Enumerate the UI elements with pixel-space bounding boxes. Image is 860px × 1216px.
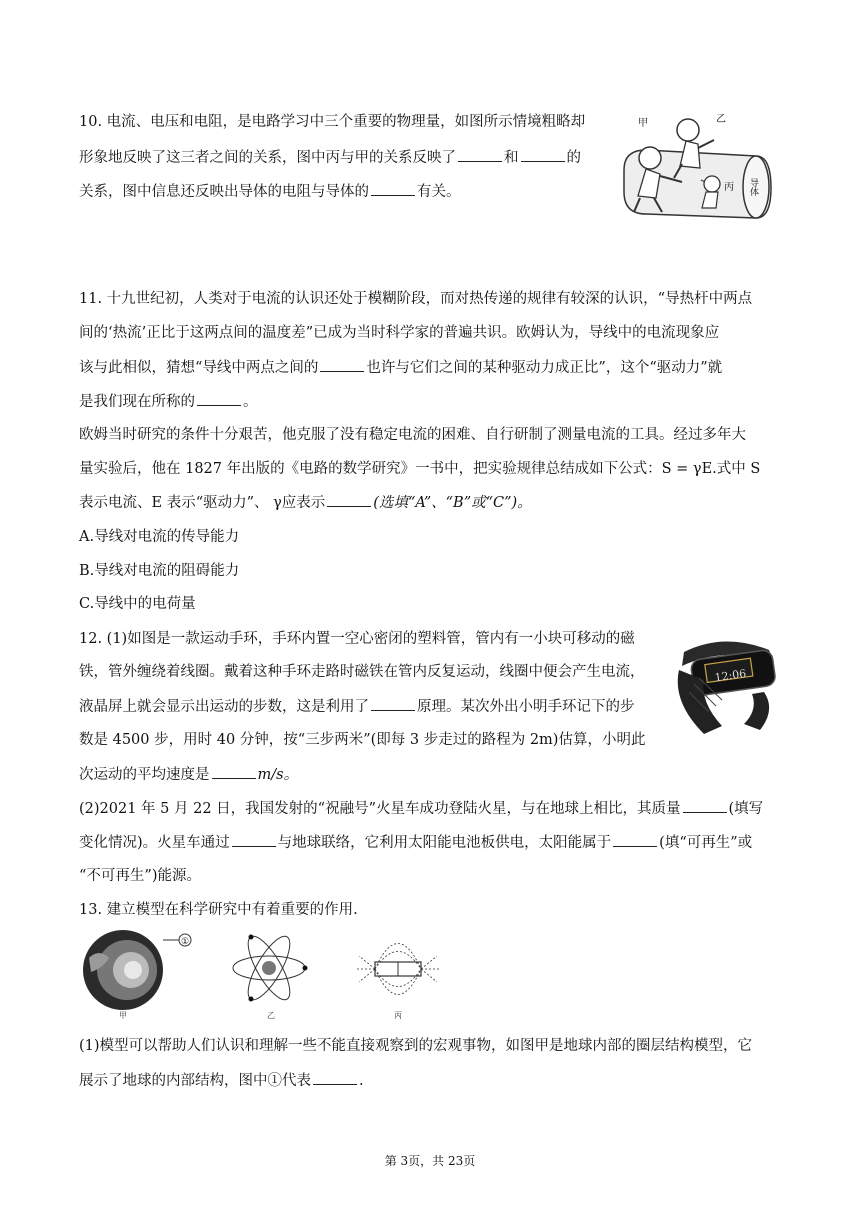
answer-blank[interactable] [212,764,256,779]
answer-blank[interactable] [232,832,276,847]
answer-blank[interactable] [613,832,657,847]
q11-line5: 欧姆当时研究的条件十分艰苦，他克服了没有稳定电流的困难、自行研制了测量电流的工具。经过多年大 [79,427,746,443]
q10-line3: 关系，图中信息还反映出导体的电阻与导体的 有关。 [79,181,461,202]
q12-line7: 变化情况)。火星车通过 与地球联络，它利用太阳能电池板供电，太阳能属于 (填“可再生”或 [79,832,752,853]
answer-blank[interactable] [327,492,371,507]
q12-line5: 次运动的平均速度是 m/s。 [79,764,298,785]
label-bing: 丙 [394,1011,402,1020]
models-figure [79,928,459,1020]
q11-line4: 是我们现在所称的 。 [79,391,258,412]
q11-line3: 该与此相似，猜想“导线中两点之间的 也许与它们之间的某种驱动力成正比”，这个“驱动力”就 [79,357,722,378]
q13-line2: (1)模型可以帮助人们认识和理解一些不能直接观察到的宏观事物，如图甲是地球内部的圈层结构模型，它 [79,1038,753,1054]
fitness-band-figure [664,622,784,742]
band-screen-text: 12:06 [713,666,748,685]
label-daoti: 导体 [748,178,758,196]
label-mark: ① [181,937,190,947]
label-yi: 乙 [716,114,726,125]
answer-blank[interactable] [683,798,727,813]
q11-line2: 间的‘热流’正比于这两点间的温度差”已成为当时科学家的普遍共识。欧姆认为，导线中的电流现象应 [79,325,720,341]
label-yi: 乙 [267,1011,275,1020]
q11-line1: 11. 十九世纪初，人类对于电流的认识还处于模糊阶段，而对热传递的规律有较深的认识，“导热杆中两点 [79,291,753,307]
answer-blank[interactable] [197,391,241,406]
page-footer: 第 3页，共 23页 [384,1154,476,1168]
q12-line3: 液晶屏上就会显示出运动的步数，这是利用了 原理。某次外出小明手环记下的步 [79,696,635,717]
answer-blank[interactable] [320,357,364,372]
label-jia: 甲 [119,1011,127,1020]
label-jia: 甲 [638,118,648,129]
q11-line7: 表示电流、E 表示“驱动力”、 γ应表示 (选填“A”、“B”或“C”)。 [79,492,532,513]
answer-blank[interactable] [458,147,502,162]
q13-line1: 13. 建立模型在科学研究中有着重要的作用. [79,902,358,918]
q12-line8: “不可再生”)能源。 [79,868,201,884]
q12-line4: 数是 4500 步，用时 40 分钟，按“三步两米”(即每 3 步走过的路程为 2m)估算，小明此 [79,732,646,748]
q12-line6: (2)2021 年 5 月 22 日，我国发射的“祝融号”火星车成功登陆火星，与在地球上相比，其质量 (填写 [79,798,763,819]
q13-line3: 展示了地球的内部结构，图中①代表 . [79,1070,364,1091]
answer-blank[interactable] [521,147,565,162]
label-bing: 丙 [724,182,734,193]
q12-line2: 铁，管外缠绕着线圈。戴着这种手环走路时磁铁在管内反复运动，线圈中便会产生电流， [79,664,645,680]
q10-line1: 10. 电流、电压和电阻，是电路学习中三个重要的物理量，如图所示情境粗略却 [79,114,586,130]
q11-option-a: A.导线对电流的传导能力 [79,529,240,545]
answer-blank[interactable] [371,696,415,711]
q10-line2: 形象地反映了这三者之间的关系，图中丙与甲的关系反映了 和 的 [79,147,581,168]
q11-option-c: C.导线中的电荷量 [79,596,196,612]
answer-blank[interactable] [371,181,415,196]
q12-line1: 12. (1)如图是一款运动手环，手环内置一空心密闭的塑料管，管内有一小块可移动的磁 [79,631,635,647]
answer-blank[interactable] [313,1070,357,1085]
current-voltage-resistance-figure [616,108,776,220]
q11-line6: 量实验后，他在 1827 年出版的《电路的数学研究》一书中，把实验规律总结成如下公式：S = γE.式中 S [79,461,761,477]
q11-option-b: B.导线对电流的阻碍能力 [79,563,240,579]
